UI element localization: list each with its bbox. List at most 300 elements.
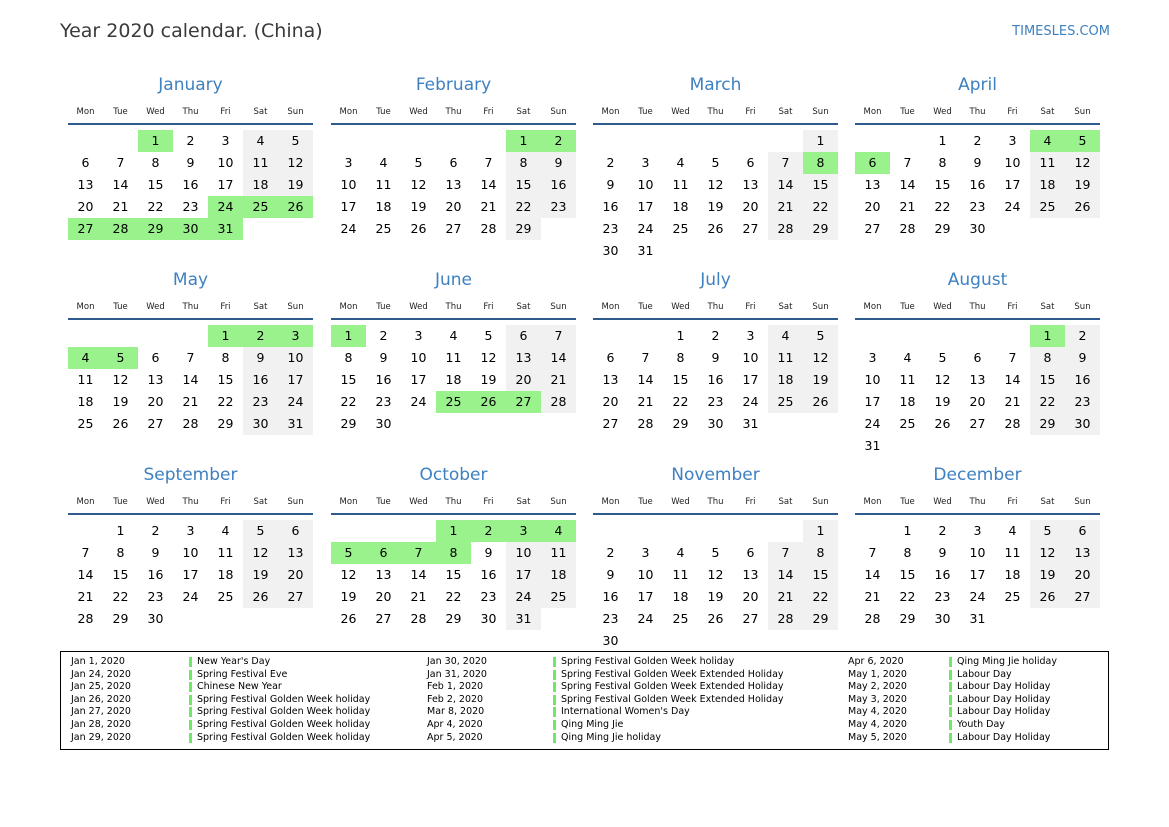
day-cell: 3 xyxy=(641,155,650,170)
day-cell: 24 xyxy=(637,221,654,236)
day-cell: 3 xyxy=(221,133,230,148)
holiday-name: Labour Day Holiday xyxy=(957,731,1051,743)
weekday-label: Wed xyxy=(671,302,690,312)
day-cell: 30 xyxy=(1065,413,1100,435)
day-cell: 21 xyxy=(182,394,199,409)
day-cell: 21 xyxy=(899,199,916,214)
day-cell: 28 xyxy=(768,218,803,240)
day-cell: 26 xyxy=(410,221,427,236)
day-cell: 2 xyxy=(151,523,160,538)
day-cell: 24 xyxy=(742,394,759,409)
day-cell: 13 xyxy=(375,567,392,582)
holiday-date: Jan 29, 2020 xyxy=(71,731,131,743)
holiday-day-cell: 1 xyxy=(506,130,541,152)
weekday-label: Fri xyxy=(483,302,494,312)
weekday-label: Wed xyxy=(933,107,952,117)
holiday-name: Qing Ming Jie holiday xyxy=(957,656,1057,667)
day-cell: 18 xyxy=(672,589,689,604)
day-cell: 14 xyxy=(480,177,497,192)
holiday-day-cell: 1 xyxy=(331,325,366,347)
holiday-day-cell: 2 xyxy=(243,325,278,347)
holiday-day-cell: 26 xyxy=(471,391,506,413)
weekday-label: Sat xyxy=(1040,497,1055,507)
holiday-day-cell: 27 xyxy=(68,218,103,240)
day-cell: 30 xyxy=(243,413,278,435)
day-cell: 8 xyxy=(903,545,912,560)
weekday-header xyxy=(855,107,1100,121)
day-cell: 9 xyxy=(379,350,388,365)
day-cell: 22 xyxy=(803,196,838,218)
weekday-label: Mon xyxy=(601,107,620,117)
day-cell: 23 xyxy=(480,589,497,604)
day-cell: 19 xyxy=(1065,174,1100,196)
holiday-name: Youth Day xyxy=(957,719,1005,730)
day-cell: 28 xyxy=(1004,416,1021,431)
day-cell: 14 xyxy=(1004,372,1021,387)
day-cell: 16 xyxy=(147,567,164,582)
weekday-label: Wed xyxy=(671,107,690,117)
day-cell: 5 xyxy=(278,130,313,152)
weekday-label: Sun xyxy=(287,107,304,117)
holiday-marker xyxy=(189,682,192,692)
day-cell: 12 xyxy=(1030,542,1065,564)
day-cell: 12 xyxy=(1065,152,1100,174)
day-cell: 7 xyxy=(768,542,803,564)
weekday-label: Wed xyxy=(146,302,165,312)
day-cell: 11 xyxy=(375,177,392,192)
holiday-date: May 4, 2020 xyxy=(848,706,907,718)
holiday-day-cell: 6 xyxy=(855,152,890,174)
day-cell: 16 xyxy=(934,567,951,582)
day-cell: 2 xyxy=(938,523,947,538)
day-cell: 29 xyxy=(340,416,357,431)
weekday-label: Fri xyxy=(220,302,231,312)
holiday-day-cell: 4 xyxy=(541,520,576,542)
day-cell: 26 xyxy=(340,611,357,626)
day-cell: 25 xyxy=(541,586,576,608)
day-cell: 19 xyxy=(934,394,951,409)
day-cell: 25 xyxy=(768,391,803,413)
weekday-label: Mon xyxy=(863,302,882,312)
day-cell: 25 xyxy=(217,589,234,604)
day-cell: 15 xyxy=(147,177,164,192)
day-cell: 9 xyxy=(606,177,615,192)
holiday-date: May 4, 2020 xyxy=(848,719,907,730)
holiday-day-cell: 2 xyxy=(471,520,506,542)
holiday-day-cell: 1 xyxy=(436,520,471,542)
holiday-marker xyxy=(189,657,192,667)
holiday-date: Feb 1, 2020 xyxy=(427,681,484,693)
day-cell: 15 xyxy=(217,372,234,387)
weekday-label: Tue xyxy=(376,497,391,507)
holiday-date: May 1, 2020 xyxy=(848,668,907,680)
day-cell: 7 xyxy=(903,155,912,170)
holiday-day-cell: 24 xyxy=(208,196,243,218)
day-cell: 6 xyxy=(1065,520,1100,542)
day-cell: 30 xyxy=(480,611,497,626)
day-cell: 19 xyxy=(707,589,724,604)
holiday-marker xyxy=(189,733,192,743)
weekday-label: Fri xyxy=(745,497,756,507)
weekday-label: Tue xyxy=(638,302,653,312)
day-cell: 20 xyxy=(445,199,462,214)
day-cell: 22 xyxy=(672,394,689,409)
holiday-date: Jan 28, 2020 xyxy=(71,719,131,730)
day-cell: 12 xyxy=(480,350,497,365)
day-cell: 11 xyxy=(77,372,94,387)
day-cell: 9 xyxy=(151,545,160,560)
day-cell: 18 xyxy=(77,394,94,409)
weekday-label: Tue xyxy=(900,497,915,507)
day-cell: 17 xyxy=(217,177,234,192)
day-cell: 2 xyxy=(606,545,615,560)
day-cell: 16 xyxy=(480,567,497,582)
weekday-label: Mon xyxy=(601,497,620,507)
holiday-name: Labour Day Holiday xyxy=(957,706,1051,718)
day-cell: 13 xyxy=(602,372,619,387)
day-cell: 23 xyxy=(1065,391,1100,413)
day-cell: 7 xyxy=(641,350,650,365)
day-cell: 29 xyxy=(934,221,951,236)
day-cell: 19 xyxy=(1030,564,1065,586)
holiday-date: Apr 5, 2020 xyxy=(427,731,483,743)
day-cell: 14 xyxy=(541,347,576,369)
holiday-marker xyxy=(949,720,952,730)
day-cell: 18 xyxy=(217,567,234,582)
day-cell: 27 xyxy=(742,221,759,236)
day-cell: 23 xyxy=(147,589,164,604)
day-cell: 15 xyxy=(340,372,357,387)
day-cell: 20 xyxy=(742,199,759,214)
day-cell: 5 xyxy=(1030,520,1065,542)
day-cell: 15 xyxy=(803,174,838,196)
holiday-marker xyxy=(553,695,556,705)
day-cell: 27 xyxy=(969,416,986,431)
weekday-label: Sat xyxy=(1040,107,1055,117)
day-cell: 9 xyxy=(1065,347,1100,369)
weekday-label: Mon xyxy=(76,302,95,312)
day-cell: 10 xyxy=(182,545,199,560)
day-cell: 19 xyxy=(410,199,427,214)
weekday-label: Sat xyxy=(1040,302,1055,312)
day-cell: 21 xyxy=(768,586,803,608)
day-cell: 17 xyxy=(278,369,313,391)
day-cell: 23 xyxy=(602,611,619,626)
day-cell: 4 xyxy=(676,155,685,170)
holiday-date: Mar 8, 2020 xyxy=(427,706,485,718)
holiday-marker xyxy=(189,707,192,717)
day-cell: 28 xyxy=(480,221,497,236)
day-cell: 4 xyxy=(676,545,685,560)
holiday-day-cell: 31 xyxy=(208,218,243,240)
day-cell: 2 xyxy=(973,133,982,148)
weekday-label: Sun xyxy=(287,302,304,312)
weekday-label: Mon xyxy=(339,302,358,312)
weekday-label: Wed xyxy=(409,302,428,312)
day-cell: 23 xyxy=(541,196,576,218)
day-cell: 13 xyxy=(506,347,541,369)
day-cell: 16 xyxy=(1065,369,1100,391)
holiday-marker xyxy=(553,733,556,743)
day-cell: 13 xyxy=(1065,542,1100,564)
day-cell: 20 xyxy=(969,394,986,409)
holiday-marker xyxy=(553,670,556,680)
day-cell: 7 xyxy=(541,325,576,347)
weekday-label: Sun xyxy=(1074,107,1091,117)
day-cell: 17 xyxy=(182,567,199,582)
weekday-label: Thu xyxy=(182,497,199,507)
holiday-date: Apr 4, 2020 xyxy=(427,719,483,730)
day-cell: 30 xyxy=(602,243,619,258)
day-cell: 11 xyxy=(445,350,462,365)
holiday-name: Labour Day Holiday xyxy=(957,681,1051,693)
weekday-label: Wed xyxy=(933,497,952,507)
day-cell: 14 xyxy=(899,177,916,192)
day-cell: 17 xyxy=(969,567,986,582)
day-cell: 3 xyxy=(1008,133,1017,148)
weekday-header xyxy=(593,497,838,511)
header-rule xyxy=(331,513,576,515)
day-cell: 26 xyxy=(112,416,129,431)
day-cell: 25 xyxy=(672,611,689,626)
day-cell: 20 xyxy=(742,589,759,604)
day-cell: 10 xyxy=(278,347,313,369)
day-cell: 26 xyxy=(1065,196,1100,218)
day-cell: 27 xyxy=(147,416,164,431)
day-cell: 16 xyxy=(243,369,278,391)
day-cell: 30 xyxy=(375,416,392,431)
day-cell: 20 xyxy=(375,589,392,604)
day-cell: 27 xyxy=(445,221,462,236)
holiday-name: Spring Festival Golden Week Extended Holiday xyxy=(561,681,784,693)
weekday-header xyxy=(331,497,576,511)
day-cell: 9 xyxy=(541,152,576,174)
day-cell: 16 xyxy=(375,372,392,387)
weekday-label: Sat xyxy=(516,107,531,117)
day-cell: 20 xyxy=(1065,564,1100,586)
header-rule xyxy=(68,513,313,515)
day-cell: 19 xyxy=(278,174,313,196)
weekday-label: Tue xyxy=(900,302,915,312)
day-cell: 13 xyxy=(147,372,164,387)
day-cell: 28 xyxy=(864,611,881,626)
day-cell: 21 xyxy=(541,369,576,391)
day-cell: 14 xyxy=(768,174,803,196)
weekday-label: Mon xyxy=(339,107,358,117)
day-cell: 15 xyxy=(445,567,462,582)
weekday-label: Wed xyxy=(146,107,165,117)
weekday-label: Sun xyxy=(1074,497,1091,507)
day-cell: 21 xyxy=(768,196,803,218)
weekday-label: Sun xyxy=(1074,302,1091,312)
holiday-name: International Women's Day xyxy=(561,706,690,718)
day-cell: 27 xyxy=(602,416,619,431)
holiday-day-cell: 3 xyxy=(506,520,541,542)
holiday-marker xyxy=(553,657,556,667)
holiday-date: Jan 27, 2020 xyxy=(71,706,131,718)
day-cell: 11 xyxy=(768,347,803,369)
day-cell: 20 xyxy=(506,369,541,391)
day-cell: 26 xyxy=(707,221,724,236)
weekday-label: Thu xyxy=(182,302,199,312)
day-cell: 14 xyxy=(637,372,654,387)
holiday-marker xyxy=(189,695,192,705)
holiday-day-cell: 6 xyxy=(366,542,401,564)
holiday-marker xyxy=(949,733,952,743)
holiday-day-cell: 25 xyxy=(243,196,278,218)
header-rule xyxy=(593,318,838,320)
day-cell: 17 xyxy=(742,372,759,387)
weekday-label: Tue xyxy=(376,107,391,117)
day-cell: 4 xyxy=(379,155,388,170)
day-cell: 14 xyxy=(112,177,129,192)
day-cell: 23 xyxy=(182,199,199,214)
day-cell: 10 xyxy=(742,350,759,365)
day-cell: 31 xyxy=(278,413,313,435)
day-cell: 1 xyxy=(676,328,685,343)
holiday-day-cell: 30 xyxy=(173,218,208,240)
day-cell: 24 xyxy=(340,221,357,236)
day-cell: 27 xyxy=(864,221,881,236)
day-cell: 15 xyxy=(934,177,951,192)
day-cell: 1 xyxy=(938,133,947,148)
weekday-label: Thu xyxy=(445,107,462,117)
holiday-marker xyxy=(949,657,952,667)
holiday-day-cell: 27 xyxy=(506,391,541,413)
day-cell: 17 xyxy=(637,589,654,604)
day-cell: 9 xyxy=(484,545,493,560)
day-cell: 21 xyxy=(637,394,654,409)
weekday-label: Mon xyxy=(863,107,882,117)
day-cell: 15 xyxy=(899,567,916,582)
day-cell: 6 xyxy=(973,350,982,365)
day-cell: 10 xyxy=(506,542,541,564)
holiday-name: Labour Day xyxy=(957,668,1012,680)
holiday-day-cell: 5 xyxy=(103,347,138,369)
weekday-label: Tue xyxy=(113,107,128,117)
month-name: January xyxy=(158,75,223,95)
weekday-label: Sat xyxy=(516,302,531,312)
day-cell: 16 xyxy=(602,589,619,604)
day-cell: 17 xyxy=(637,199,654,214)
day-cell: 21 xyxy=(1004,394,1021,409)
day-cell: 19 xyxy=(112,394,129,409)
holiday-date: Feb 2, 2020 xyxy=(427,693,484,705)
day-cell: 11 xyxy=(541,542,576,564)
day-cell: 21 xyxy=(864,589,881,604)
day-cell: 30 xyxy=(147,611,164,626)
weekday-label: Fri xyxy=(220,107,231,117)
weekday-label: Sat xyxy=(253,107,268,117)
holiday-legend xyxy=(60,651,1109,750)
holiday-date: Jan 31, 2020 xyxy=(427,668,487,680)
holiday-name: Qing Ming Jie holiday xyxy=(561,731,661,743)
weekday-label: Sun xyxy=(812,107,829,117)
holiday-name: Spring Festival Golden Week Extended Holiday xyxy=(561,668,784,680)
header-rule xyxy=(855,123,1100,125)
day-cell: 11 xyxy=(1004,545,1021,560)
day-cell: 25 xyxy=(899,416,916,431)
day-cell: 6 xyxy=(746,155,755,170)
day-cell: 12 xyxy=(803,347,838,369)
holiday-marker xyxy=(189,670,192,680)
header-rule xyxy=(593,513,838,515)
weekday-label: Sat xyxy=(516,497,531,507)
day-cell: 4 xyxy=(903,350,912,365)
holiday-name: Qing Ming Jie xyxy=(561,719,624,730)
day-cell: 6 xyxy=(81,155,90,170)
holiday-date: Jan 30, 2020 xyxy=(427,656,487,667)
day-cell: 6 xyxy=(746,545,755,560)
holiday-date: May 5, 2020 xyxy=(848,731,907,743)
holiday-name: Spring Festival Eve xyxy=(197,668,288,680)
day-cell: 18 xyxy=(1004,567,1021,582)
day-cell: 29 xyxy=(217,416,234,431)
day-cell: 31 xyxy=(742,416,759,431)
day-cell: 30 xyxy=(602,633,619,648)
day-cell: 11 xyxy=(672,177,689,192)
holiday-marker xyxy=(553,682,556,692)
holiday-date: May 3, 2020 xyxy=(848,693,907,705)
weekday-label: Fri xyxy=(483,497,494,507)
holiday-marker xyxy=(949,707,952,717)
weekday-label: Sun xyxy=(550,302,567,312)
day-cell: 8 xyxy=(344,350,353,365)
day-cell: 3 xyxy=(641,545,650,560)
day-cell: 4 xyxy=(243,130,278,152)
day-cell: 23 xyxy=(969,199,986,214)
day-cell: 23 xyxy=(375,394,392,409)
day-cell: 20 xyxy=(77,199,94,214)
holiday-date: Jan 24, 2020 xyxy=(71,668,131,680)
header-rule xyxy=(331,318,576,320)
day-cell: 8 xyxy=(676,350,685,365)
day-cell: 29 xyxy=(803,218,838,240)
weekday-label: Sat xyxy=(253,302,268,312)
day-cell: 15 xyxy=(506,174,541,196)
holiday-name: New Year's Day xyxy=(197,656,271,667)
page-title: Year 2020 calendar. (China) xyxy=(60,20,323,42)
day-cell: 24 xyxy=(182,589,199,604)
day-cell: 5 xyxy=(938,350,947,365)
weekday-label: Fri xyxy=(220,497,231,507)
weekday-label: Thu xyxy=(445,302,462,312)
day-cell: 10 xyxy=(410,350,427,365)
day-cell: 5 xyxy=(711,155,720,170)
day-cell: 5 xyxy=(243,520,278,542)
weekday-label: Wed xyxy=(409,107,428,117)
day-cell: 18 xyxy=(243,174,278,196)
holiday-day-cell: 5 xyxy=(1065,130,1100,152)
site-link[interactable]: TIMESLES.COM xyxy=(1012,24,1110,39)
day-cell: 4 xyxy=(449,328,458,343)
weekday-header xyxy=(68,497,313,511)
day-cell: 21 xyxy=(112,199,129,214)
day-cell: 29 xyxy=(506,218,541,240)
weekday-label: Mon xyxy=(601,302,620,312)
weekday-label: Fri xyxy=(1007,302,1018,312)
day-cell: 19 xyxy=(803,369,838,391)
day-cell: 3 xyxy=(414,328,423,343)
day-cell: 30 xyxy=(934,611,951,626)
day-cell: 12 xyxy=(340,567,357,582)
day-cell: 16 xyxy=(969,177,986,192)
day-cell: 28 xyxy=(182,416,199,431)
weekday-label: Thu xyxy=(707,302,724,312)
holiday-date: Apr 6, 2020 xyxy=(848,656,904,667)
day-cell: 31 xyxy=(969,611,986,626)
holiday-name: Spring Festival Golden Week holiday xyxy=(197,731,371,743)
